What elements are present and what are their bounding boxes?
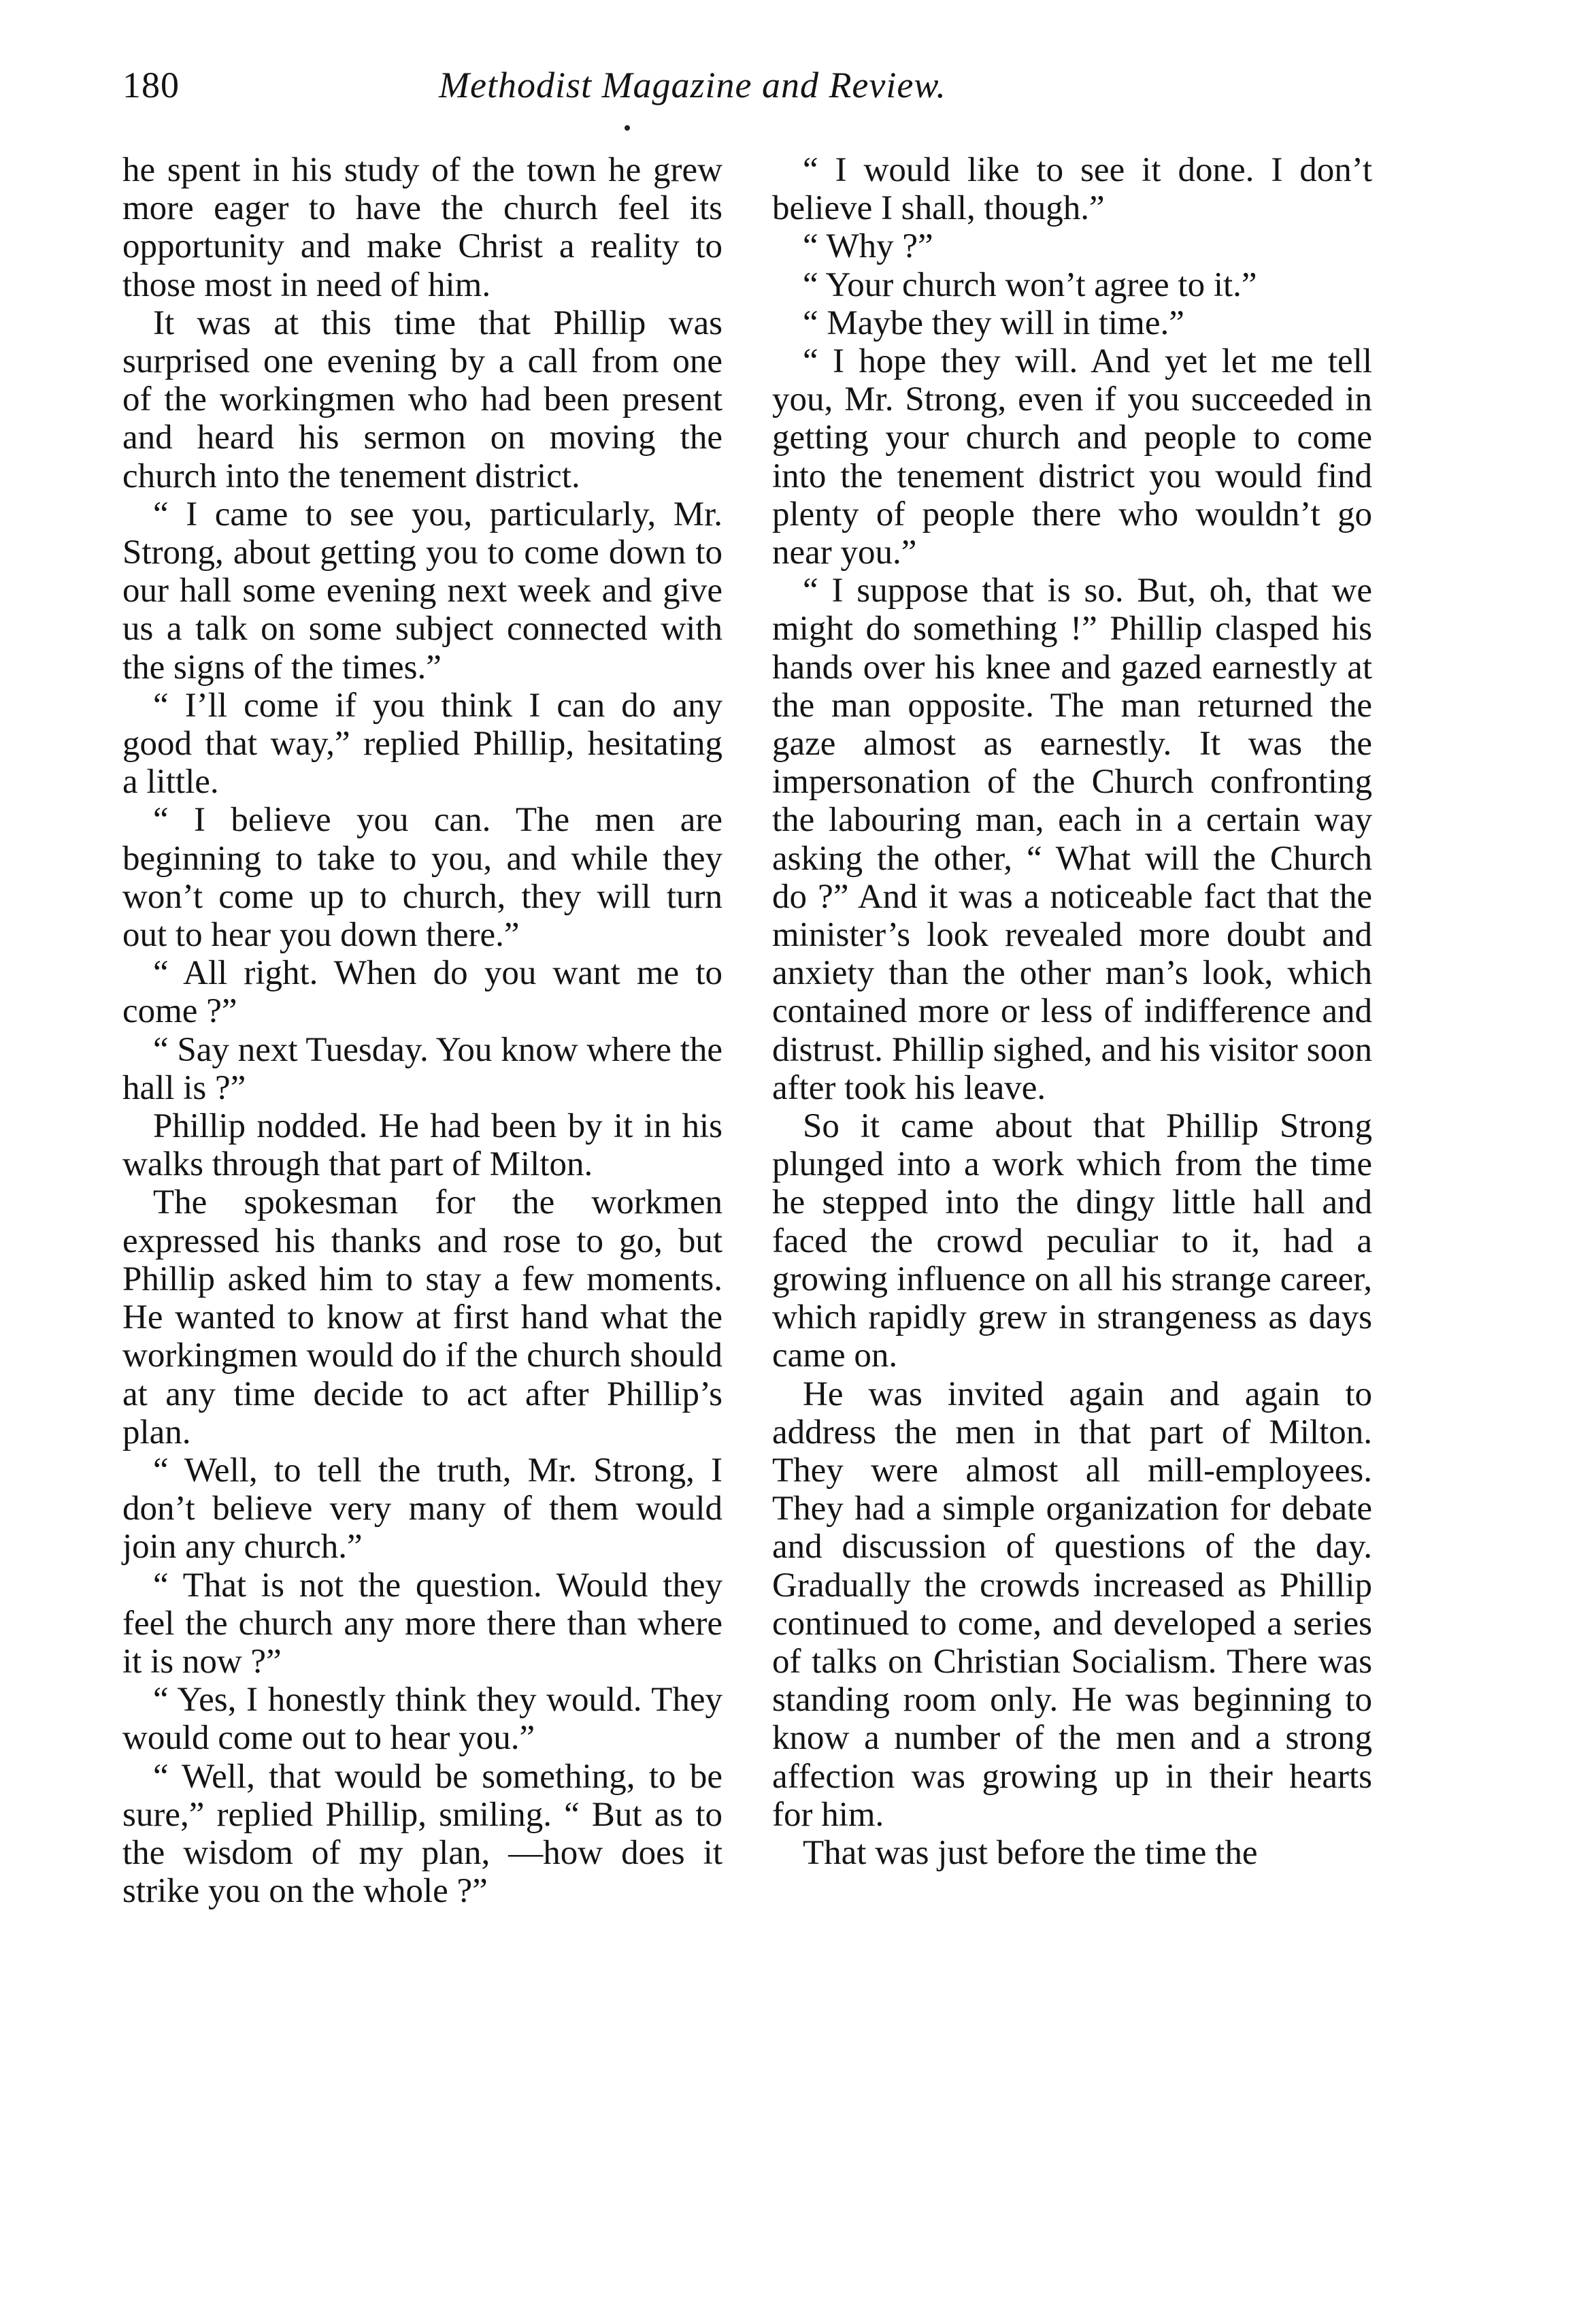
paragraph: “ Yes, I honestly think they would. They would come out to hear you.”: [122, 1681, 722, 1758]
paragraph: “ I would like to see it done. I don’t believe I shall, though.”: [772, 151, 1372, 228]
running-header: [0, 58, 1596, 119]
paragraph: he spent in his study of the town he grew more eager to have the church feel its opportunity and make Christ a reality to those most in need of him.: [122, 151, 722, 304]
left-column: [122, 151, 722, 1910]
paragraph: “ Say next Tuesday. You know where the hall is ?”: [122, 1030, 722, 1107]
paragraph: “ Maybe they will in time.”: [803, 303, 1184, 342]
paragraph: “ That is not the question. Would they feel the church any more there than where it is now ?”: [122, 1566, 722, 1681]
paragraph: “ Why ?”: [803, 227, 933, 266]
paragraph: “ I suppose that is so. But, oh, that we might do something !” Phillip clasped his hands over his knee and gazed earnestly at the man opposite. The man returned the gaze almost as earnestly. It was the impersonation of the Church confronting the labouring man, each in a certain way asking the other, “ What will the Church do ?” And it was a noticeable fact that the minister’s look revealed more doubt and anxiety than the other man’s look, which contained more or less of indifference and distrust. Phillip sighed, and his visitor soon after took his leave.: [772, 572, 1372, 1107]
paragraph: “ I’ll come if you think I can do any good that way,” replied Phillip, hesitating a little.: [122, 686, 722, 802]
paragraph: “ Well, that would be something, to be sure,” replied Phillip, smiling. “ But as to the wisdom of my plan, —how does it strike you on the whole ?”: [122, 1757, 722, 1911]
paragraph: He was invited again and again to address the men in that part of Milton. They were almost all mill-employees. They had a simple organization for debate and discussion of questions of the day. Gradually the crowds increased as Phillip continued to come, and developed a series of talks on Christian Socialism. There was standing room only. He was beginning to know a number of the men and a strong affection was growing up in their hearts for him.: [772, 1375, 1372, 1834]
paragraph: It was at this time that Phillip was surprised one evening by a call from one of the workingmen who had been present and heard his sermon on moving the church into the tenement district.: [122, 303, 722, 495]
paragraph: “ I came to see you, particularly, Mr. Strong, about getting you to come down to our hall some evening next week and give us a talk on some subject connected with the signs of the times.”: [122, 495, 722, 687]
running-title: Methodist Magazine and Review.: [439, 65, 946, 105]
paragraph: “ I believe you can. The men are beginning to take to you, and while they won’t come up to church, they will turn out to hear you down there.”: [122, 801, 722, 955]
paragraph: “ Well, to tell the truth, Mr. Strong, I don’t believe very many of them would join any church.”: [122, 1451, 722, 1566]
print-speck: [625, 125, 630, 131]
paragraph: So it came about that Phillip Strong plunged into a work which from the time he stepped into the dingy little hall and faced the crowd peculiar to it, had a growing influence on all his strange career, which rapidly grew in strangeness as days came on.: [772, 1107, 1372, 1375]
right-column: [772, 151, 1372, 1872]
paragraph: “ I hope they will. And yet let me tell you, Mr. Strong, even if you succeeded in getting your church and people to come into the tenement district you would find plenty of people there who wouldn’t go near you.”: [772, 342, 1372, 572]
page-number: 180: [122, 65, 180, 105]
paragraph: “ Your church won’t agree to it.”: [803, 265, 1257, 304]
paragraph: Phillip nodded. He had been by it in his walks through that part of Milton.: [122, 1107, 722, 1184]
paragraph: The spokesman for the workmen expressed his thanks and rose to go, but Phillip asked him to stay a few moments. He wanted to know at first hand what the workingmen would do if the church should at any time decide to act after Phillip’s plan.: [122, 1183, 722, 1451]
paragraph: That was just before the time the: [803, 1833, 1258, 1872]
paragraph: “ All right. When do you want me to come ?”: [122, 954, 722, 1031]
